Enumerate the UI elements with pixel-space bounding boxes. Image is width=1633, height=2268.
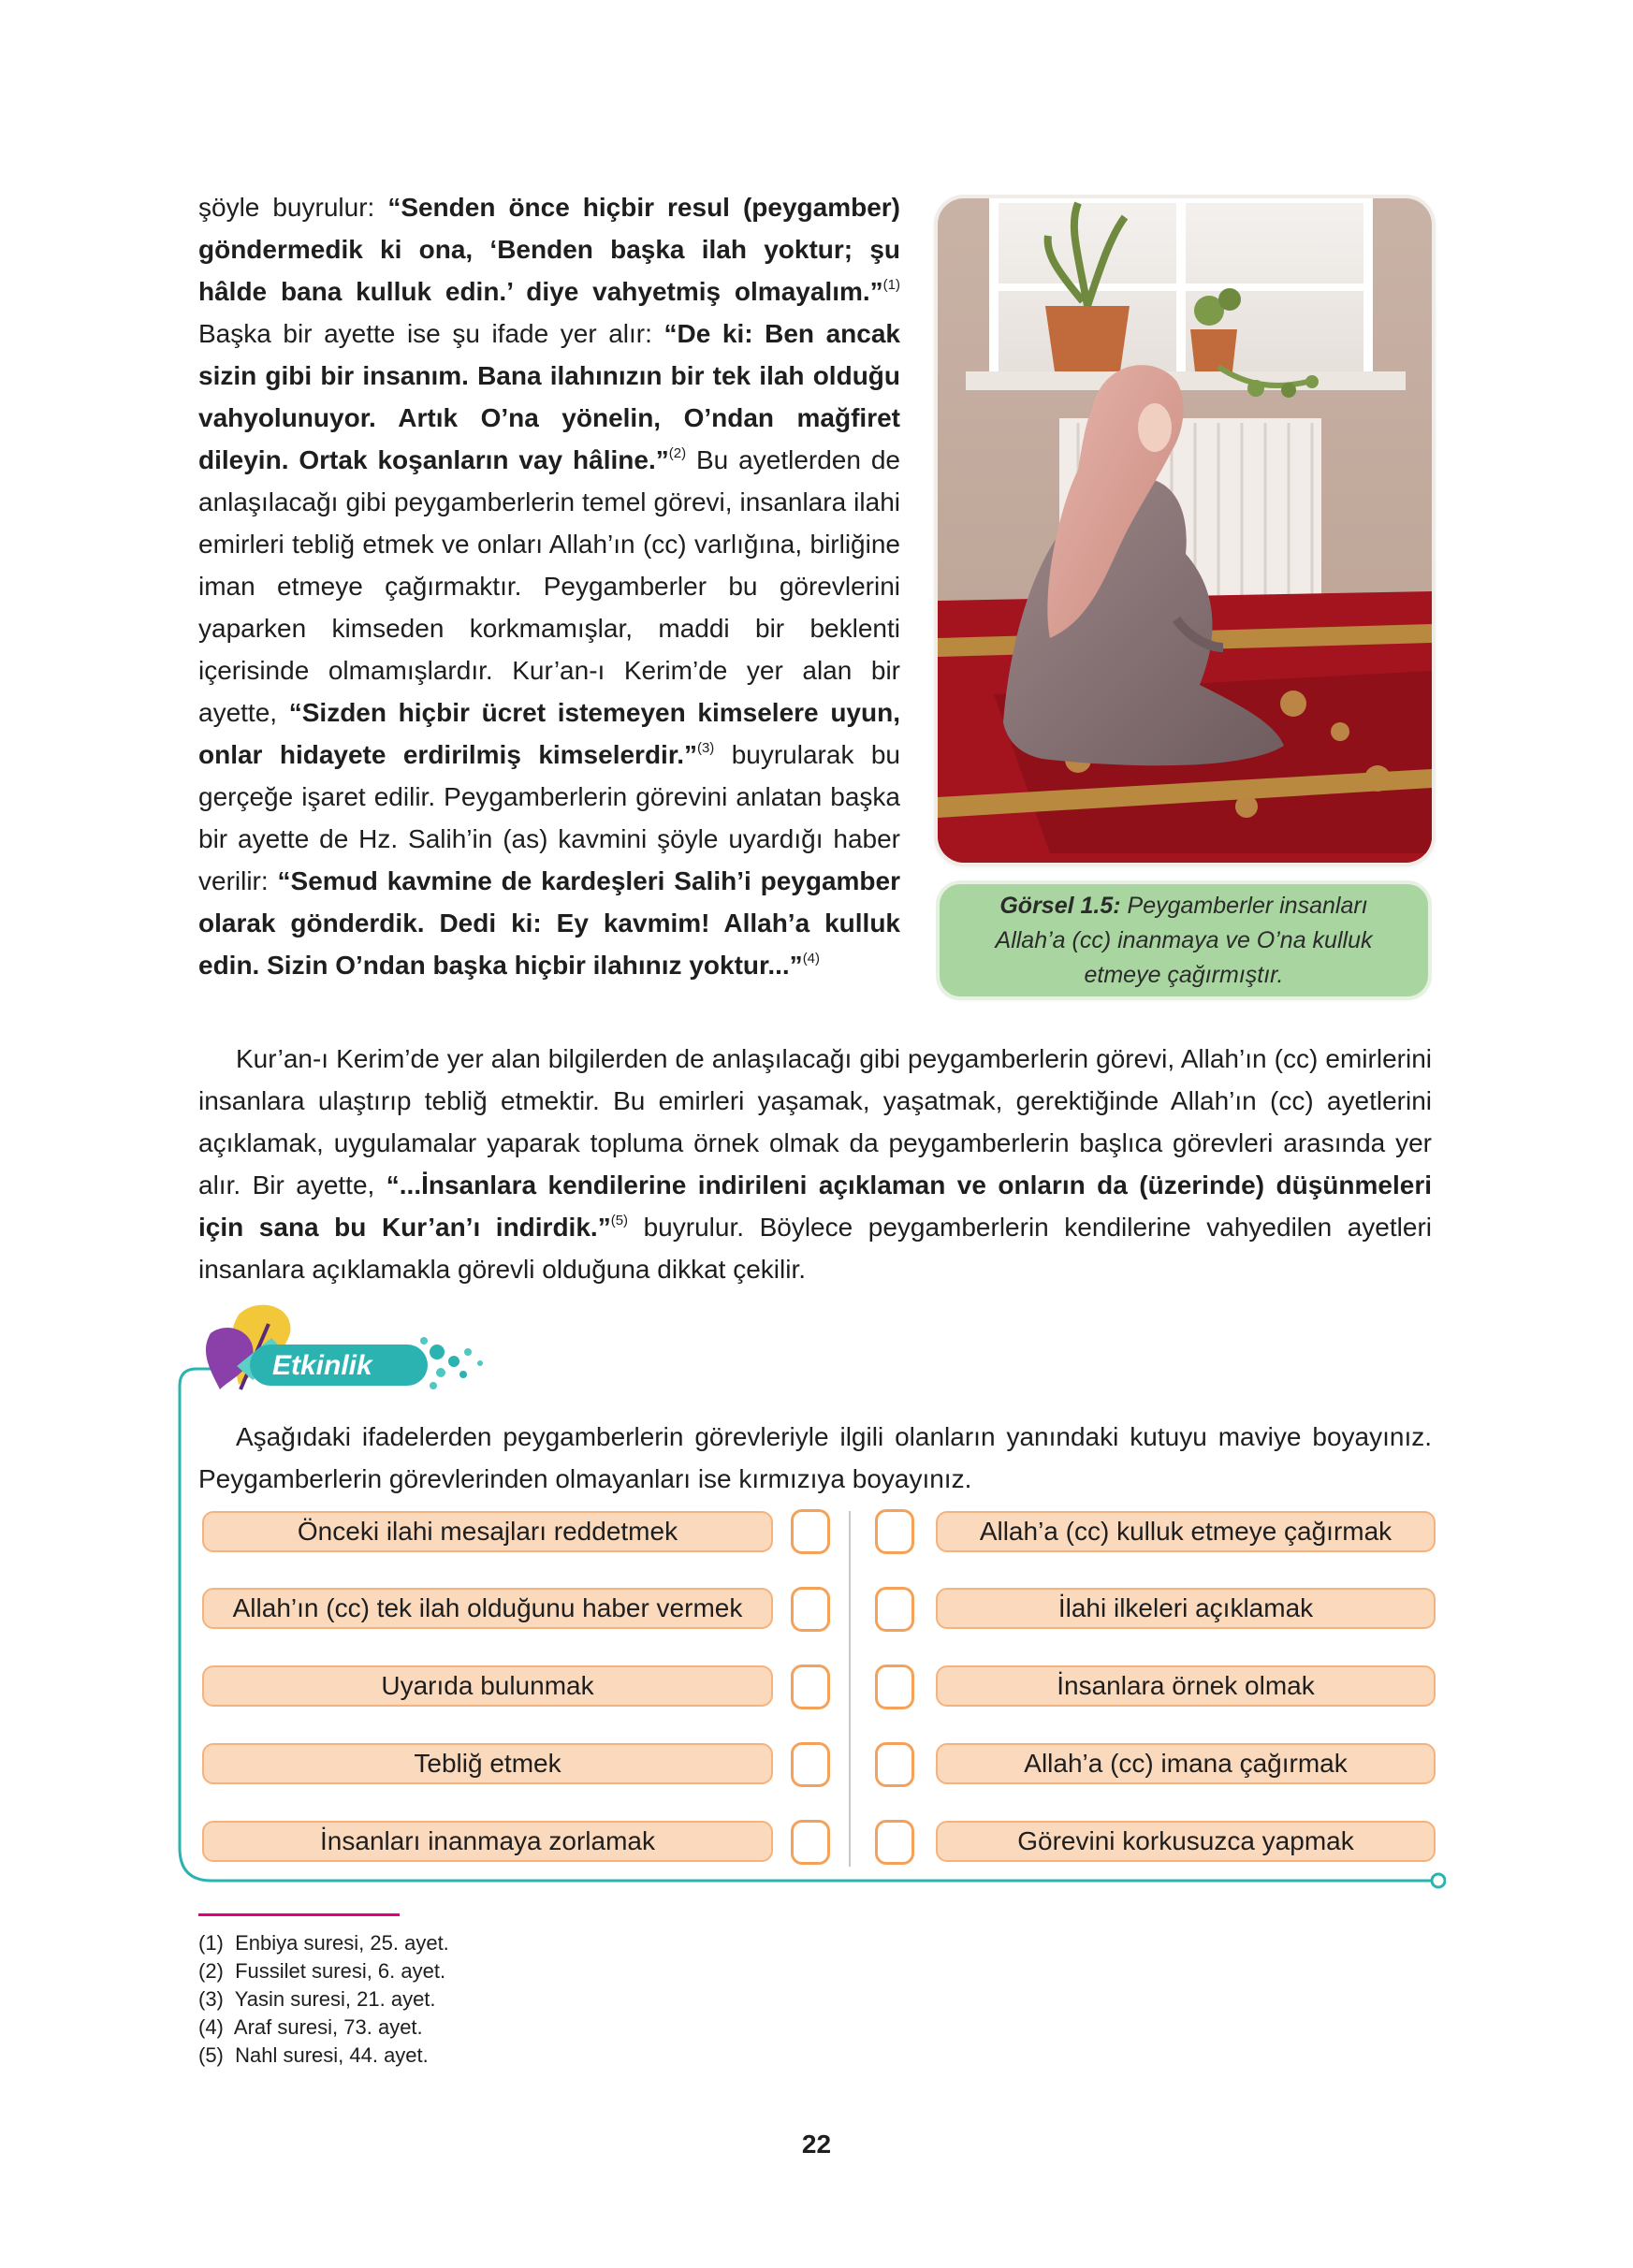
checkbox-right-4[interactable] bbox=[875, 1742, 914, 1787]
option-right-2: İlahi ilkeleri açıklamak bbox=[936, 1588, 1436, 1629]
full-paragraph: Kur’an-ı Kerim’de yer alan bilgilerden de anlaşılacağı gibi peygamberlerin görevi, Allah’ın (cc) emirlerini insanlara ulaştırıp tebliğ etmektir. Bu emirleri yaşamak, yaşatmak, gerektiğinde Allah’ın (cc) ayetlerini açıklamak, uygulamalar yaparak topluma örnek olmak da peygamberlerin başlıca görevleri arasında yer alır. Bir ayette, “...İnsanlara kendilerine indirileni açıklaman ve onların da (üzerinde) düşünmeleri için sana bu Kur’an’ı indirdik.”$^{(5)}$ buyrulur. Böylece peygamberlerin kendilerine vahyedilen ayetleri insanlara açıklamakla görevli olduğuna dikkat çekilir. bbox=[198, 1044, 1433, 1284]
checkbox-right-3[interactable] bbox=[875, 1665, 914, 1709]
column-paragraph: şöyle buyrulur: “Senden önce hiçbir resul (peygamber) göndermedik ki ona, ‘Benden başka ilah yoktur; şu hâlde bana kulluk edin.’ diye vahyetmiş olmayalım.”$^{(1)}$ Başka bir ayette ise şu ifade yer alır: “De ki: Ben ancak sizin gibi bir insanım. Bana ilahınızın bir tek ilah olduğu vahyolunuyor. Artık O’na yönelin, O’ndan mağfiret dileyin. Ortak koşanların vay hâline.”$^{(2)}$ Bu ayetlerden de anlaşılacağı gibi peygamberlerin temel görevi, insanlara ilahi emirleri tebliğ etmek ve onları Allah’ın (cc) varlığına, birliğine iman etmeye çağırmaktır. Peygamberler bu görevlerini yaparken kimseden korkmamışlar, maddi bir beklenti içerisinde olmamışlardır. Kur’an-ı Kerim’de yer alan bir ayette, “Sizden hiçbir ücret istemeyen kimselere uyun, onlar hidayete erdirilmiş kimselerdir.”$^{(3)}$ buyrularak bu gerçeğe işaret edilir. Peygamberlerin görevini anlatan başka bir ayette de Hz. Salih’in (as) kavmini şöyle uyardığı haber verilir: “Semud kavmine de kardeşleri Salih’i peygamber olarak gönderdik. Dedi ki: Ey kavmim! Allah’a kulluk edin. Sizin O’ndan başka hiçbir ilahınız yoktur...”$^{(4)}$ bbox=[198, 193, 900, 980]
activity-instruction: Aşağıdaki ifadelerden peygamberlerin görevleriyle ilgili olanların yanındaki kutuyu maviye boyayınız. Peygamberlerin görevlerinden olmayanları ise kırmızıya boyayınız. bbox=[198, 1422, 1432, 1493]
activity-badge-label: Etkinlik bbox=[272, 1350, 372, 1381]
footnote-3: (3) Yasin suresi, 21. ayet. bbox=[198, 1987, 436, 2011]
activity-badge bbox=[182, 1296, 510, 1399]
checkbox-left-2[interactable] bbox=[791, 1587, 830, 1632]
option-right-4: Allah’a (cc) imana çağırmak bbox=[936, 1743, 1436, 1784]
image-caption bbox=[940, 884, 1428, 996]
option-left-1: Önceki ilahi mesajları reddetmek bbox=[202, 1511, 773, 1552]
option-left-5: İnsanları inanmaya zorlamak bbox=[202, 1821, 773, 1862]
option-right-5: Görevini korkusuzca yapmak bbox=[936, 1821, 1436, 1862]
checkbox-right-1[interactable] bbox=[875, 1509, 914, 1554]
page-number: 22 bbox=[801, 2130, 832, 2159]
checkbox-left-5[interactable] bbox=[791, 1820, 830, 1865]
checkbox-right-5[interactable] bbox=[875, 1820, 914, 1865]
feather-quill-icon bbox=[182, 1296, 510, 1399]
option-left-2: Allah’ın (cc) tek ilah olduğunu haber vermek bbox=[202, 1588, 773, 1629]
option-left-4: Tebliğ etmek bbox=[202, 1743, 773, 1784]
checkbox-left-1[interactable] bbox=[791, 1509, 830, 1554]
footnote-rule bbox=[198, 1913, 400, 1916]
caption-text: Peygamberler insanları Allah’a (cc) inanmaya ve O’na kulluk etmeye çağırmıştır. bbox=[995, 892, 1373, 988]
option-right-1: Allah’a (cc) kulluk etmeye çağırmak bbox=[936, 1511, 1436, 1552]
checkbox-left-3[interactable] bbox=[791, 1665, 830, 1709]
checkbox-left-4[interactable] bbox=[791, 1742, 830, 1787]
checkbox-right-2[interactable] bbox=[875, 1587, 914, 1632]
footnote-4: (4) Araf suresi, 73. ayet. bbox=[198, 2015, 423, 2039]
footnote-5: (5) Nahl suresi, 44. ayet. bbox=[198, 2043, 429, 2067]
praying-woman-photo bbox=[938, 198, 1432, 863]
footnote-2: (2) Fussilet suresi, 6. ayet. bbox=[198, 1959, 446, 1983]
footnotes bbox=[198, 1929, 449, 2070]
footnote-1: (1) Enbiya suresi, 25. ayet. bbox=[198, 1931, 449, 1955]
option-left-3: Uyarıda bulunmak bbox=[202, 1665, 773, 1707]
caption-label: Görsel 1.5: bbox=[999, 892, 1121, 919]
option-right-3: İnsanlara örnek olmak bbox=[936, 1665, 1436, 1707]
